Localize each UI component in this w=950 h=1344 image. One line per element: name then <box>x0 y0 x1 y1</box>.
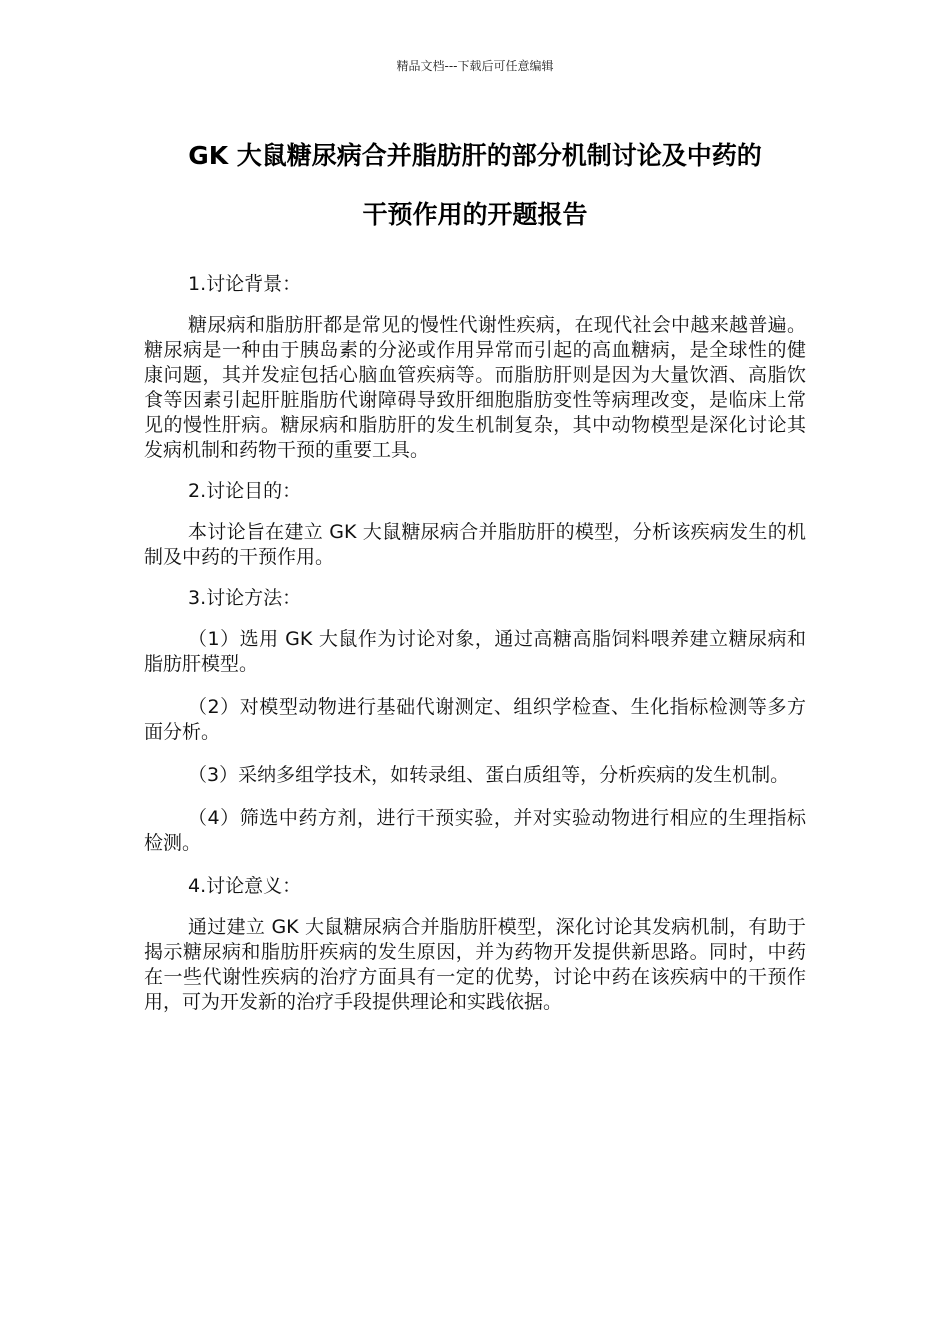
document-body <box>144 272 806 1031</box>
section-heading-background: 1.讨论背景： <box>188 273 302 295</box>
section-text-background: 糖尿病和脂肪肝都是常见的慢性代谢性疾病，在现代社会中越来越普遍。糖尿病是一种由于胰岛素的分泌或作用异常而引起的高血糖病，是全球性的健康问题，其并发症包括心脑血管疾病等。而脂肪肝则是因为大量饮酒、高脂饮食等因素引起肝脏脂肪代谢障碍导致肝细胞脂肪变性等病理改变，是临床上常见的慢性肝病。糖尿病和脂肪肝的发生机制复杂，其中动物模型是深化讨论其发病机制和药物干预的重要工具。 <box>144 314 806 461</box>
page-header-note: 精品文档---下载后可任意编辑 <box>396 59 554 73</box>
document-title-line-2: 干预作用的开题报告 <box>362 200 588 229</box>
section-heading-methods: 3.讨论方法： <box>188 587 302 609</box>
section-text-significance: 通过建立 GK 大鼠糖尿病合并脂肪肝模型，深化讨论其发病机制，有助于揭示糖尿病和脂肪肝疾病的发生原因，并为药物开发提供新思路。同时，中药在一些代谢性疾病的治疗方面具有一定的优势，讨论中药在该疾病中的干预作用，可为开发新的治疗手段提供理论和实践依据。 <box>144 916 806 1013</box>
section-heading-purpose: 2.讨论目的： <box>188 480 302 502</box>
section-text-purpose: 本讨论旨在建立 GK 大鼠糖尿病合并脂肪肝的模型，分析该疾病发生的机制及中药的干预作用。 <box>144 521 806 568</box>
section-heading-significance: 4.讨论意义： <box>188 875 302 897</box>
method-item-1: （1）选用 GK 大鼠作为讨论对象，通过高糖高脂饲料喂养建立糖尿病和脂肪肝模型。 <box>144 628 806 675</box>
method-item-4: （4）筛选中药方剂，进行干预实验，并对实验动物进行相应的生理指标检测。 <box>144 807 806 854</box>
method-item-3: （3）采纳多组学技术，如转录组、蛋白质组等，分析疾病的发生机制。 <box>188 764 790 786</box>
method-item-2: （2）对模型动物进行基础代谢测定、组织学检查、生化指标检测等多方面分析。 <box>144 696 806 743</box>
document-title-line-1: GK 大鼠糖尿病合并脂肪肝的部分机制讨论及中药的 <box>188 141 762 170</box>
